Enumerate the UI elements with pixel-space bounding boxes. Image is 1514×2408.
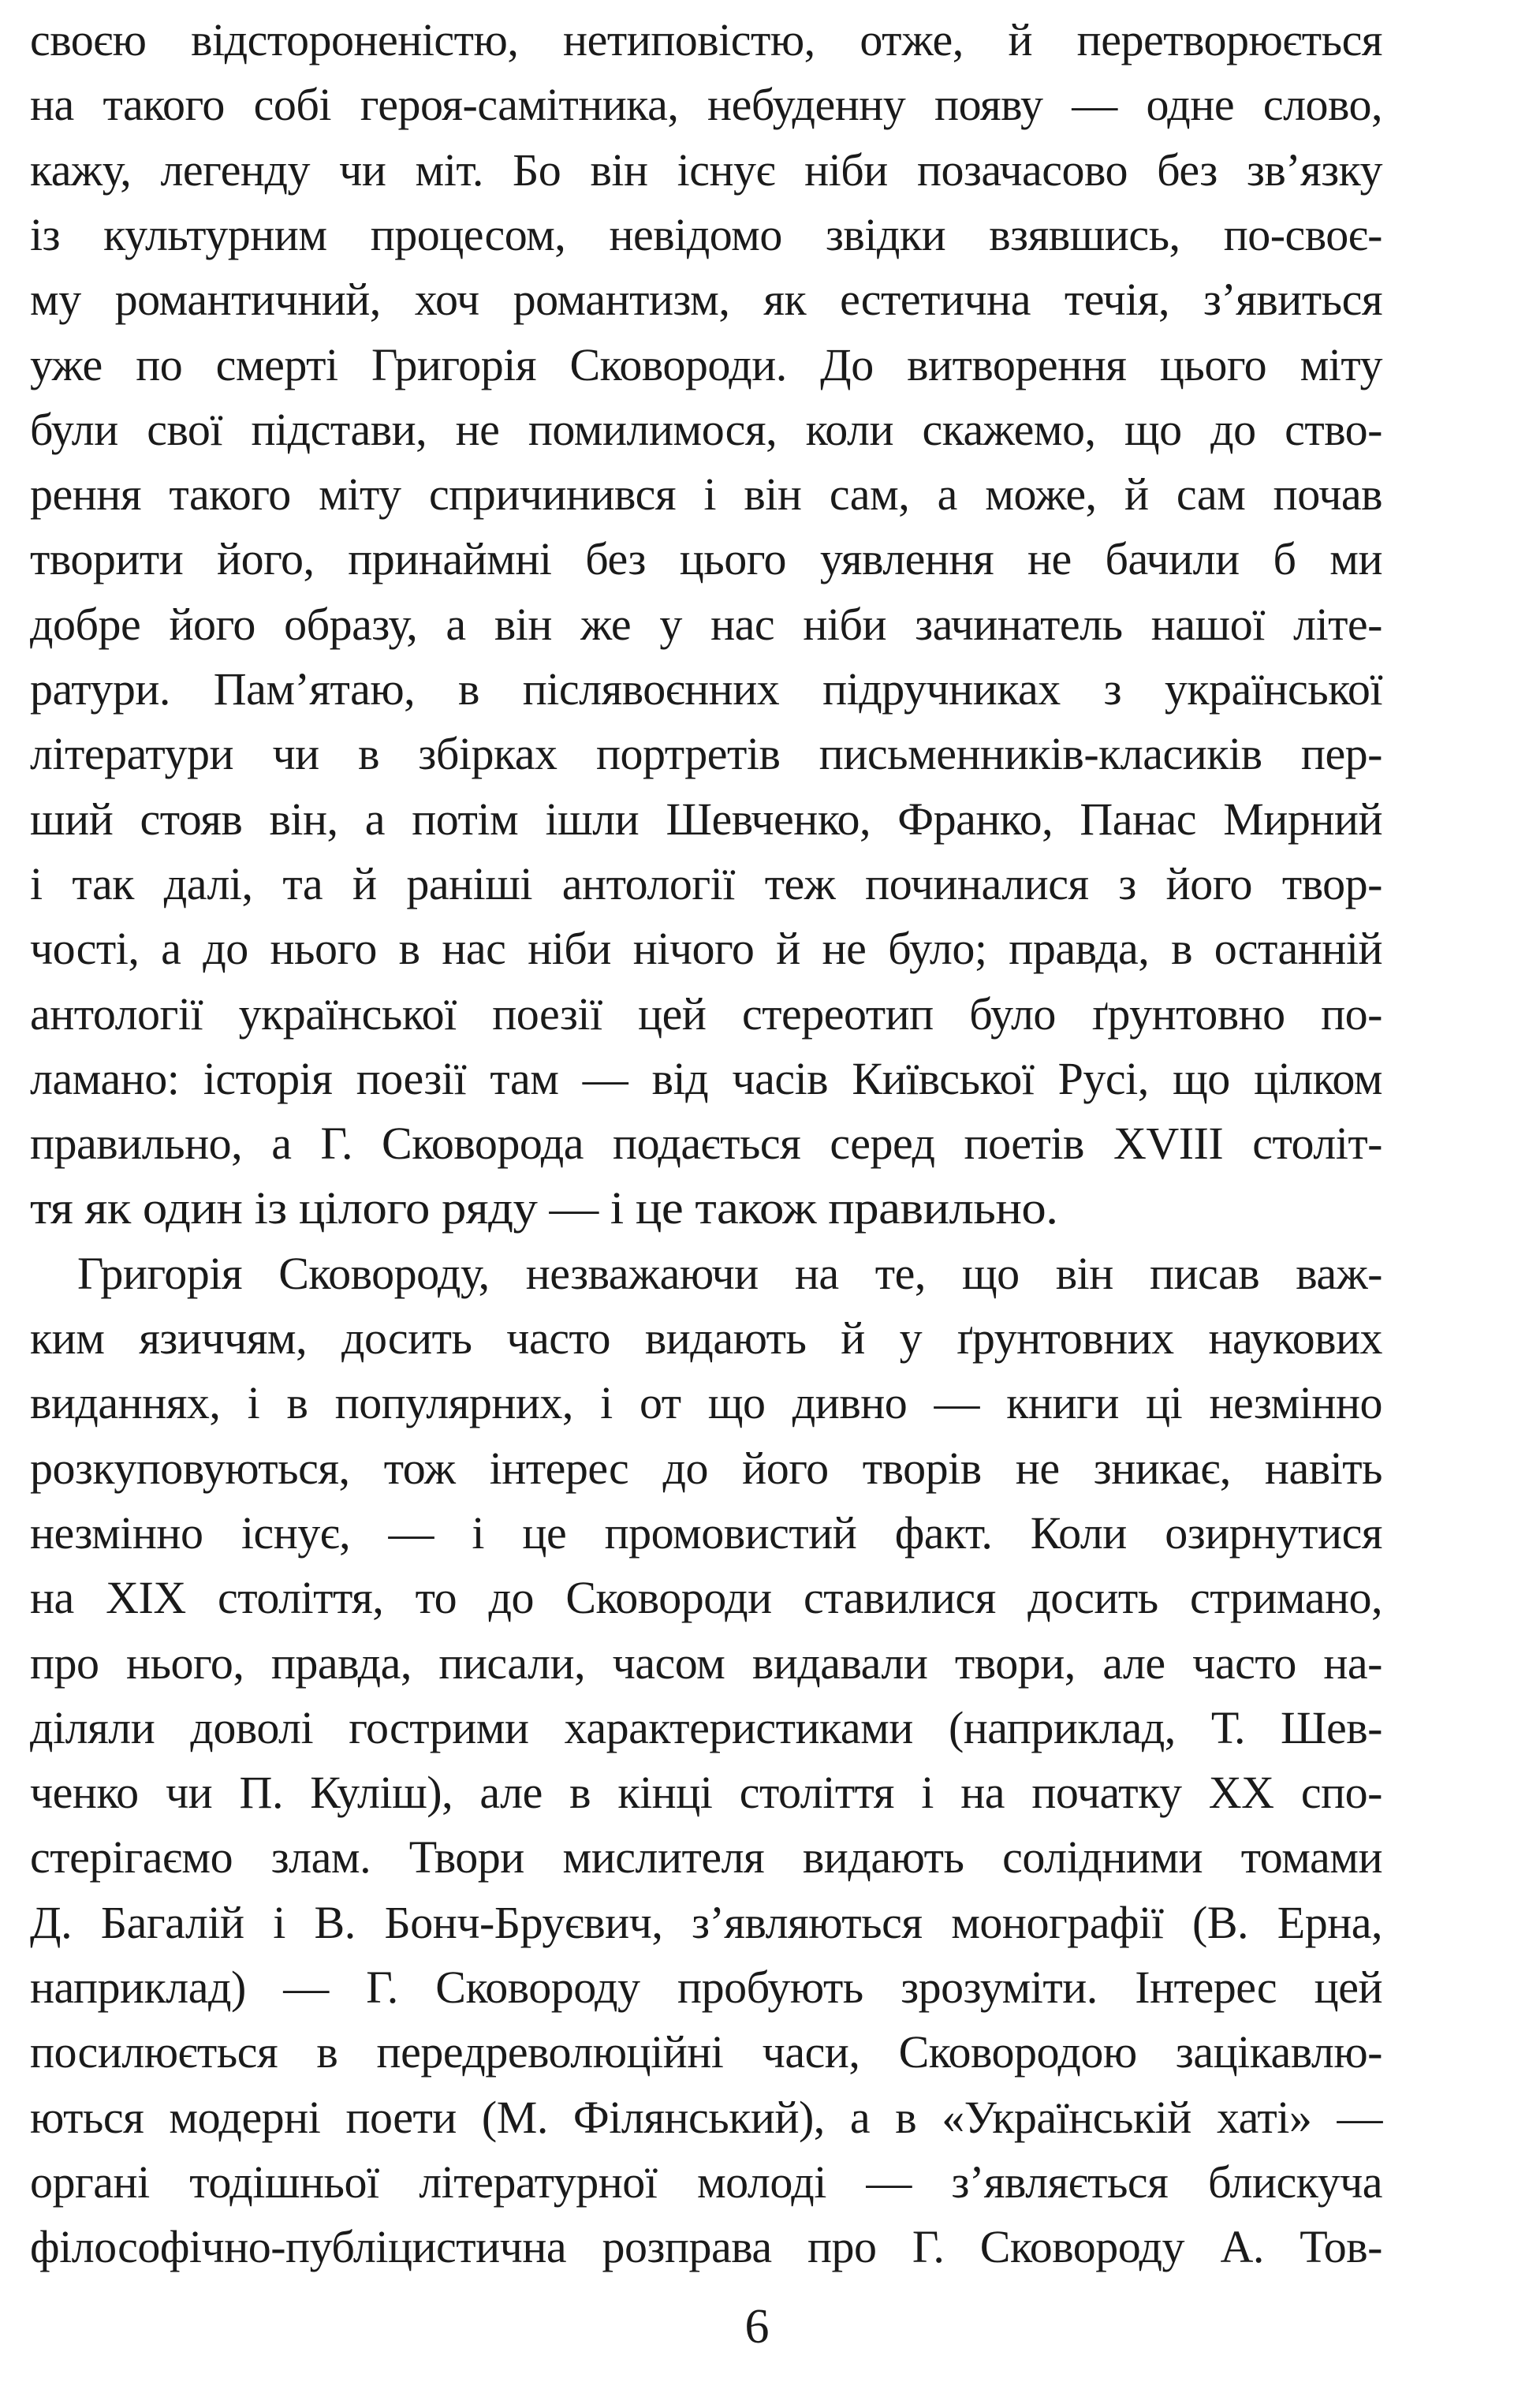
- text-line: творити його, принаймні без цього уявлення не бачили б ми: [30, 533, 1382, 585]
- text-line: ким язиччям, досить часто видають й у ґрунтовних наукових: [30, 1312, 1382, 1364]
- text-line: наприклад) — Г. Сковороду пробують зрозуміти. Інтерес цей: [30, 1962, 1382, 2013]
- text-line: виданнях, і в популярних, і от що дивно — книги ці незмінно: [30, 1377, 1382, 1429]
- text-line: ший стояв він, а потім ішли Шевченко, Франко, Панас Мирний: [30, 793, 1382, 845]
- text-line: філософічно-публіцистична розправа про Г. Сковороду А. Тов-: [30, 2221, 1382, 2273]
- text-line: Григорія Сковороду, незважаючи на те, що він писав важ-: [77, 1247, 1382, 1299]
- text-line: своєю відстороненістю, нетиповістю, отже, й перетворюється: [30, 14, 1382, 65]
- text-line: були свої підстави, не помилимося, коли скажемо, що до ство-: [30, 403, 1382, 455]
- text-line: діляли доволі гострими характеристиками (наприклад, Т. Шев-: [30, 1701, 1382, 1753]
- text-line: правильно, а Г. Сковорода подається серед поетів XVIII століт-: [30, 1118, 1382, 1170]
- text-line: кажу, легенду чи міт. Бо він існує ніби позачасово без зв’язку: [30, 144, 1382, 196]
- text-line: ються модерні поети (М. Філянський), а в «Українській хаті» —: [30, 2091, 1382, 2143]
- text-line: літератури чи в збірках портретів письменників-класиків пер-: [30, 728, 1382, 780]
- text-line: антології української поезії цей стереотип було ґрунтовно по-: [30, 987, 1382, 1040]
- text-line: на такого собі героя-самітника, небуденну появу — одне слово,: [30, 79, 1382, 131]
- text-line: Д. Багалій і В. Бонч-Бруєвич, з’являються монографії (В. Ерна,: [30, 1896, 1382, 1948]
- text-line: про нього, правда, писали, часом видавали твори, але часто на-: [30, 1637, 1382, 1689]
- text-line: чості, а до нього в нас ніби нічого й не було; правда, в останній: [30, 923, 1382, 975]
- text-line: тя як один із цілого ряду — і це також правильно.: [30, 1182, 1058, 1234]
- text-line: із культурним процесом, невідомо звідки взявшись, по-своє-: [30, 208, 1382, 260]
- text-line: ченко чи П. Куліш), але в кінці століття і на початку XX спо-: [30, 1767, 1382, 1819]
- text-line: ратури. Пам’ятаю, в післявоєнних підручниках з української: [30, 663, 1382, 715]
- text-line: уже по смерті Григорія Сковороди. До витворення цього міту: [30, 338, 1382, 390]
- text-line: органі тодішньої літературної молоді — з’являється блискуча: [30, 2156, 1382, 2208]
- text-line: на XIX століття, то до Сковороди ставилися досить стримано,: [30, 1572, 1382, 1624]
- text-line: і так далі, та й раніші антології теж починалися з його твор-: [30, 857, 1382, 909]
- text-line: рення такого міту спричинився і він сам, а може, й сам почав: [30, 469, 1382, 521]
- text-line: му романтичний, хоч романтизм, як естетична течія, з’явиться: [30, 274, 1382, 326]
- page-number: 6: [744, 2300, 770, 2354]
- text-line: незмінно існує, — і це промовистий факт. Коли озирнутися: [30, 1506, 1382, 1559]
- text-line: добре його образу, а він же у нас ніби зачинатель нашої літе-: [30, 598, 1382, 650]
- text-line: посилюється в передреволюційні часи, Сковородою зацікавлю-: [30, 2026, 1382, 2078]
- text-line: розкуповуються, тож інтерес до його творів не зникає, навіть: [30, 1442, 1382, 1494]
- text-line: ламано: історія поезії там — від часів Київської Русі, що цілком: [30, 1052, 1382, 1104]
- text-line: стерігаємо злам. Твори мислителя видають солідними томами: [30, 1831, 1382, 1883]
